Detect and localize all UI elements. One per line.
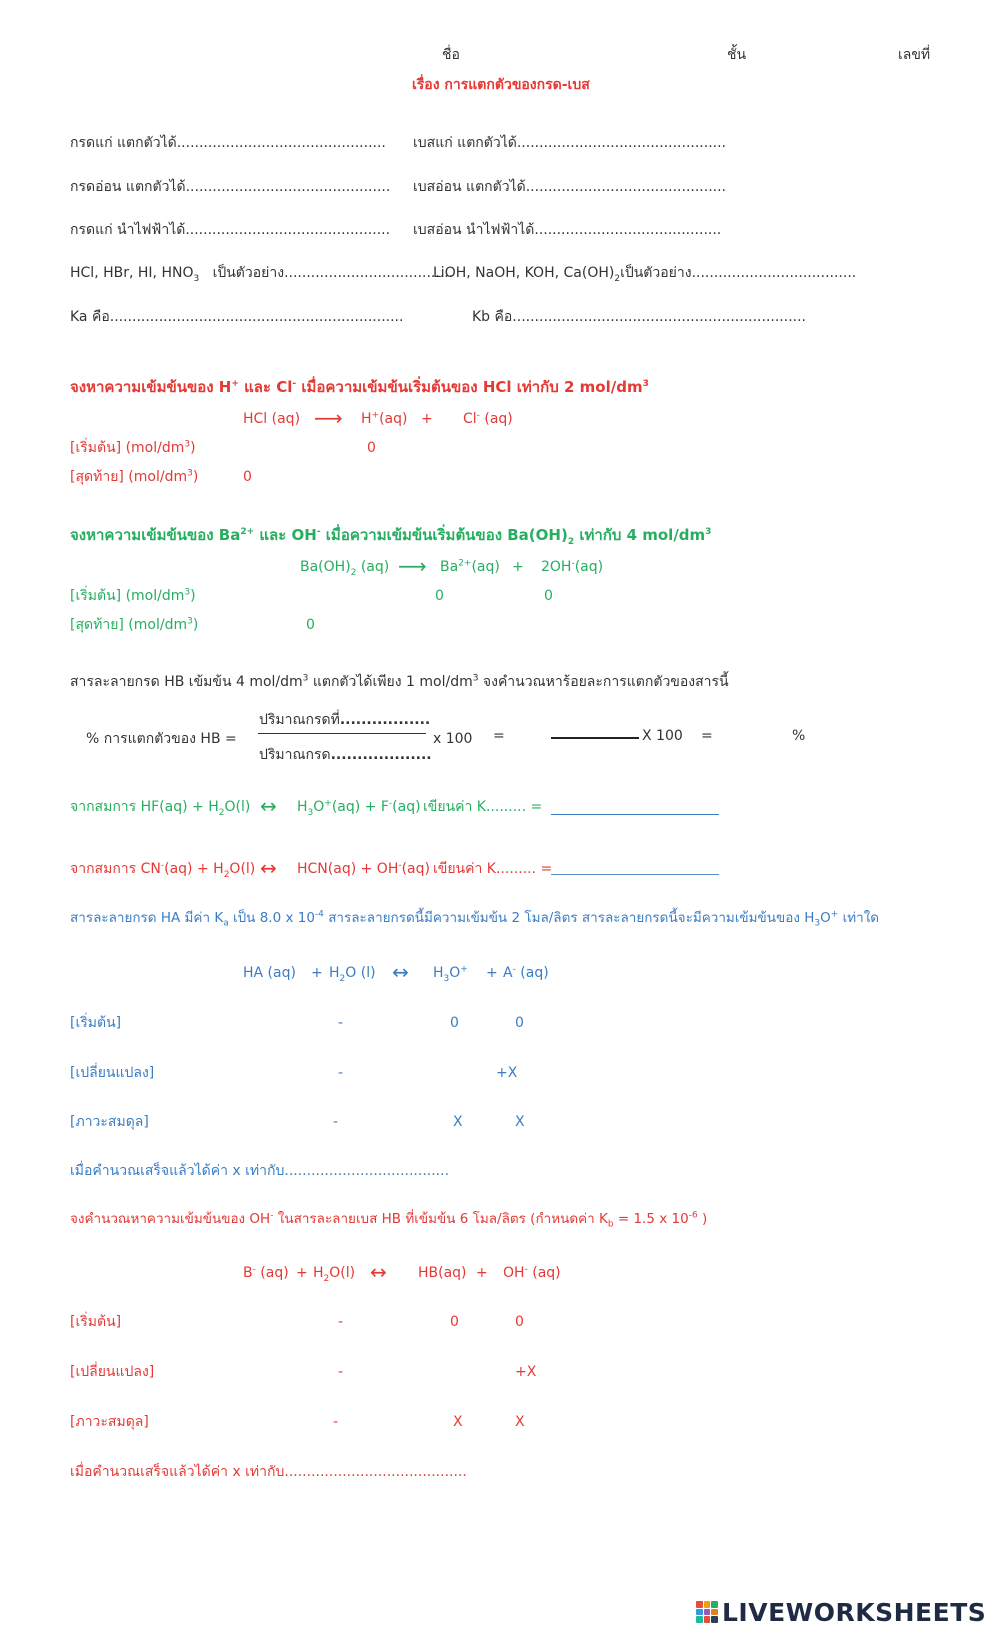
hf-write-k: เขียนค่า K......... = <box>423 799 543 815</box>
liveworksheets-logo[interactable] <box>696 1598 986 1626</box>
q4-reactant-ha: HA (aq) <box>243 965 296 981</box>
q2-product-ba: $Ba^{2+}(aq)$ <box>440 558 500 575</box>
q3-answer-line <box>551 737 639 739</box>
q4-plus-1: + <box>311 965 323 981</box>
q1-prompt: จงหาความเข้มข้นของ H+ และ Cl- เมื่อความเข้มข้นเริ่มต้นของ HCl เท่ากับ 2 mol/$dm^3$ <box>70 378 649 396</box>
q5-eq-dash: - <box>333 1414 339 1430</box>
q5-change-oh: +X <box>515 1364 537 1380</box>
q5-start-dash: - <box>338 1314 344 1330</box>
cn-write-k: เขียนค่า K......... = <box>433 861 553 877</box>
q5-row-change: [เปลี่ยนแปลง] <box>70 1364 155 1380</box>
q2-start-ba-value: 0 <box>435 588 444 604</box>
q1-row-start: [เริ่มต้น] $(mol/dm^3)$ <box>70 439 196 456</box>
strong-acid-ionize: กรดแก่ แตกตัวได้............................................... <box>70 135 386 151</box>
q5-eq-hb: X <box>453 1414 463 1430</box>
q4-eq-dash: - <box>333 1114 339 1130</box>
q2-end-value: 0 <box>306 617 315 633</box>
q5-product-hb: HB(aq) <box>418 1265 467 1281</box>
q4-eq-h3o: X <box>453 1114 463 1130</box>
q5-change-dash: - <box>338 1364 344 1380</box>
q2-plus: + <box>512 559 524 575</box>
q5-result: เมื่อคำนวณเสร็จแล้วได้ค่า x เท่ากับ......................................... <box>70 1464 467 1480</box>
weak-base-ionize: เบสอ่อน แตกตัวได้............................................. <box>413 179 726 195</box>
q5-eq-oh: X <box>515 1414 525 1430</box>
acid-examples: HCl, HBr, HI, $HNO_3$ เป็นตัวอย่าง...................................... <box>70 265 454 284</box>
q4-start-a: 0 <box>515 1015 524 1031</box>
q2-reactant-baoh: $Ba(OH)_2$ (aq) <box>300 559 390 578</box>
q5-plus-2: + <box>476 1265 488 1281</box>
q2-product-oh: 2OH-(aq) <box>541 558 604 575</box>
q4-product-h3o: $H_3O^+$ <box>433 964 468 984</box>
q1-row-end: [สุดท้าย] $(mol/dm^3)$ <box>70 468 199 485</box>
q3-denominator: ปริมาณกรด................... <box>259 747 432 763</box>
q1-reactant-hcl: HCl (aq) <box>243 411 301 427</box>
q3-numerator: ปริมาณกรดที่................. <box>259 712 431 728</box>
ka-definition: Ka คือ.................................................................. <box>70 309 404 325</box>
q3-percent-sign: % <box>792 728 806 744</box>
q5-start-hb: 0 <box>450 1314 459 1330</box>
page-title: เรื่อง การแตกตัวของกรด-เบส <box>412 77 590 93</box>
weak-acid-ionize: กรดอ่อน แตกตัวได้.............................................. <box>70 179 391 195</box>
q4-change-dash: - <box>338 1065 344 1081</box>
q4-change-a: +X <box>496 1065 518 1081</box>
hf-arrow-icon: ↔ <box>260 794 277 818</box>
q5-row-eq: [ภาวะสมดุล] <box>70 1414 149 1430</box>
base-examples: LiOH, NaOH, KOH, $Ca(OH)_2$เป็นตัวอย่าง..................................... <box>433 265 857 284</box>
q4-reactant-h2o: $H_2O$ (l) <box>329 965 376 984</box>
q4-row-start: [เริ่มต้น] <box>70 1015 122 1031</box>
q5-reactant-b: B- (aq) <box>243 1264 289 1281</box>
q1-start-value: 0 <box>367 440 376 456</box>
q4-start-dash: - <box>338 1015 344 1031</box>
q4-eq-a: X <box>515 1114 525 1130</box>
q2-row-start: [เริ่มต้น] $(mol/dm^3)$ <box>70 587 196 604</box>
liveworksheets-wordmark: LIVEWORKSHEETS <box>722 1597 987 1627</box>
q4-result: เมื่อคำนวณเสร็จแล้วได้ค่า x เท่ากับ..................................... <box>70 1163 450 1179</box>
cn-arrow-icon: ↔ <box>260 856 277 880</box>
q5-start-oh: 0 <box>515 1314 524 1330</box>
q4-plus-2: + <box>486 965 498 981</box>
hf-products: $H_3O^+(aq) + F^-(aq)$ <box>297 798 421 818</box>
class-label: ชั้น <box>727 47 747 63</box>
q3-times-100: x 100 <box>433 731 473 747</box>
q2-prompt: จงหาความเข้มข้นของ $Ba^{2+}$ และ OH- เมื่อความเข้มข้นเริ่มต้นของ $Ba(OH)_2$ เท่ากับ 4 mol/$dm^3$ <box>70 526 712 547</box>
weak-base-conduct: เบสอ่อน นำไฟฟ้าได้.......................................... <box>413 222 722 238</box>
q3-times-100-b: X 100 <box>642 728 683 744</box>
q5-prompt: จงคำนวณหาความเข้มข้นของ OH- ในสารละลายเบส HB ที่เข้มข้น 6 โมล/ลิตร (กำหนดค่า $K_b = 1.5$ x $10^{-6}$ ) <box>70 1210 708 1230</box>
q2-start-oh-value: 0 <box>544 588 553 604</box>
q4-row-eq: [ภาวะสมดุล] <box>70 1114 149 1130</box>
q4-prompt: สารละลายกรด HA มีค่า $K_a$ เป็น 8.0 x $10^{-4}$ สารละลายกรดนี้มีความเข้มข้น 2 โมล/ลิตร สารละลายกรดนี้จะมีความเข้มข้นของ $H_3O^+$ เท่าใด <box>70 909 880 929</box>
q3-equals-2: = <box>701 728 713 744</box>
q4-start-h3o: 0 <box>450 1015 459 1031</box>
liveworksheets-mark-icon <box>696 1601 718 1623</box>
q3-prompt: สารละลายกรด HB เข้มข้น 4 mol/$dm^3$ แตกตัวได้เพียง 1 mol/$dm^3$ จงคำนวณหาร้อยละการแตกตัวของสารนี้ <box>70 673 729 690</box>
hf-equation: จากสมการ $HF(aq) + H_2O(l)$ <box>70 799 251 818</box>
q1-arrow-icon: ⟶ <box>314 406 343 430</box>
q2-arrow-icon: ⟶ <box>398 554 427 578</box>
strong-base-ionize: เบสแก่ แตกตัวได้............................................... <box>413 135 727 151</box>
q2-row-end: [สุดท้าย] $(mol/dm^3)$ <box>70 616 199 633</box>
q5-arrow-icon: ↔ <box>370 1260 387 1284</box>
q1-product-h: H+(aq) <box>361 410 408 427</box>
q4-row-change: [เปลี่ยนแปลง] <box>70 1065 155 1081</box>
q4-arrow-icon: ↔ <box>392 960 409 984</box>
q4-product-a: A- (aq) <box>503 964 549 981</box>
q5-product-oh: OH- (aq) <box>503 1264 561 1281</box>
q1-plus: + <box>421 411 433 427</box>
hf-answer-line[interactable] <box>551 814 719 815</box>
q3-equals-1: = <box>493 728 505 744</box>
cn-answer-line[interactable] <box>551 874 719 875</box>
q1-end-value: 0 <box>243 469 252 485</box>
q5-reactant-h2o: $H_2O(l)$ <box>313 1265 356 1284</box>
q5-plus-1: + <box>296 1265 308 1281</box>
number-label: เลขที่ <box>898 47 931 63</box>
q3-fraction-bar <box>258 733 426 734</box>
name-label: ชื่อ <box>442 47 460 63</box>
cn-products: HCN(aq) + OH-(aq) <box>297 860 430 877</box>
q1-product-cl: Cl- (aq) <box>463 410 513 427</box>
strong-acid-conduct: กรดแก่ นำไฟฟ้าได้.............................................. <box>70 222 391 238</box>
q3-percent-label: % การแตกตัวของ HB = <box>86 731 237 747</box>
cn-equation: จากสมการ $CN^-(aq) + H_2O(l)$ <box>70 860 256 880</box>
q5-row-start: [เริ่มต้น] <box>70 1314 122 1330</box>
kb-definition: Kb คือ.................................................................. <box>472 309 807 325</box>
